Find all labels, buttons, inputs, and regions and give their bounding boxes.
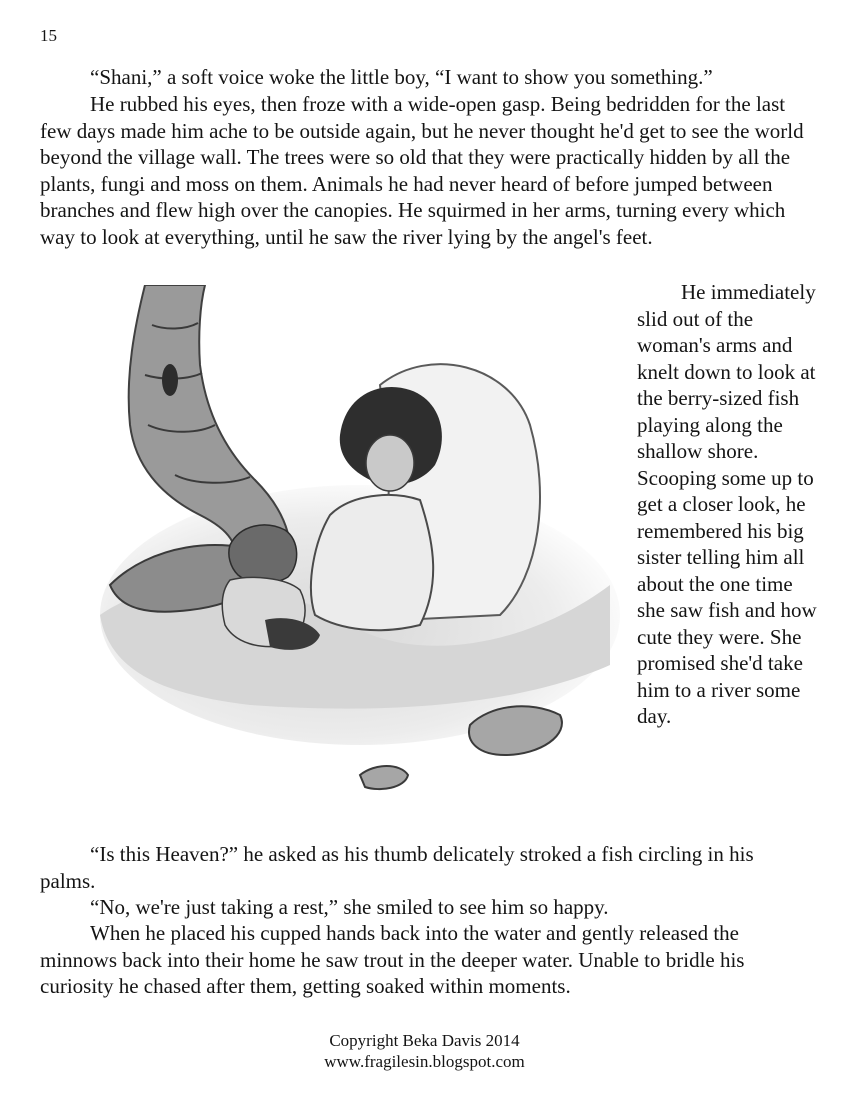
paragraph-opening: “Shani,” a soft voice woke the little boy, “I want to show you something.” xyxy=(90,65,713,89)
page-number: 15 xyxy=(40,26,57,45)
illustration-angel-and-boy-by-river xyxy=(90,285,630,830)
copyright-notice: Copyright Beka Davis 2014 xyxy=(329,1031,520,1050)
paragraph-kneeling-boy-text: He immediately slid out of the woman's arms and knelt down to look at the berry-sized fish playing along the shallow shore. Scooping some up to get a closer look, he remembered his big sister telling him all about the one time she saw fish and how cute they were. She promised she'd take him to a river some day. xyxy=(637,280,817,728)
website-url: www.fragilesin.blogspot.com xyxy=(324,1052,525,1071)
paragraph-kneeling-boy xyxy=(637,279,817,730)
paragraph-heaven-question: “Is this Heaven?” he asked as his thumb delicately stroked a fish circling in his palms. xyxy=(40,842,754,893)
paragraph-minnows: When he placed his cupped hands back into the water and gently released the minnows back into their home he saw trout in the deeper water. Unable to bridle his curiosity he chased after them, getting soaked within moments. xyxy=(40,921,745,998)
paragraph-river: He rubbed his eyes, then froze with a wide-open gasp. Being bedridden for the last few days made him ache to be outside again, but he never thought he'd get to see the world beyond the village wall. The trees were so old that they were practically hidden by all the plants, fungi and moss on them. Animals he had never heard of before jumped between branches and flew high over the canopies. He squirmed in her arms, turning every which way to look at everything, until he saw the river lying by the angel's feet. xyxy=(40,92,804,249)
page-footer xyxy=(0,1030,849,1072)
paragraph-rest-answer: “No, we're just taking a rest,” she smiled to see him so happy. xyxy=(90,895,609,919)
